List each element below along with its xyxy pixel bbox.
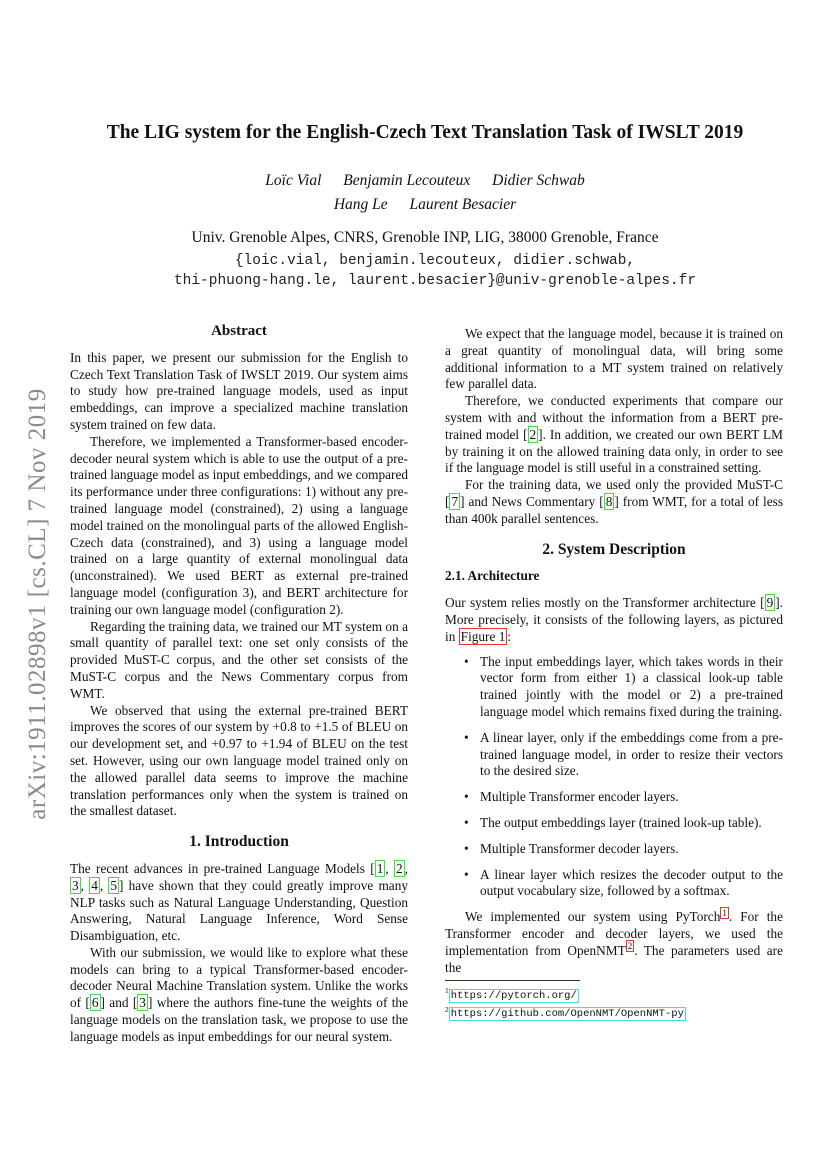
footnote-url-link[interactable]: https://github.com/OpenNMT/OpenNMT-py	[450, 1008, 684, 1021]
email-line-1: {loic.vial, benjamin.lecouteux, didier.schwab,	[234, 253, 636, 269]
list-item: • The input embeddings layer, which takes words in their vector form from either 1) a classical look-up table trained jointly with the model or 2) a pre-trained language model which remains fixed during the training.	[445, 654, 783, 721]
section-heading-introduction: 1. Introduction	[189, 833, 289, 851]
author-name: Hang Le	[333, 196, 388, 213]
list-item: • The output embeddings layer (trained look-up table).	[445, 815, 783, 832]
author-name: Benjamin Lecouteux	[343, 172, 471, 189]
abstract-paragraph: Regarding the training data, we trained our MT system on a small quantity of parallel text: one set only consists of the provided MuST-C corpus, and the other set consists of the MuST-C corpus and the News Commentary corpus from WMT.	[70, 618, 408, 701]
author-name: Laurent Besacier	[409, 196, 517, 213]
system-paragraph: Our system relies mostly on the Transformer architecture [ 9 ]. More precisely, it consists of the following layers, as pictured in Figure 1 :	[445, 595, 783, 644]
abstract-paragraph: We observed that using the external pre-trained BERT improves the scores of our system by +0.8 to +1.5 of BLEU on our development set, and +0.97 to +1.94 of BLEU on the test set. However, using our own language model trained only on the allowed parallel data seems to improve the machine translation performances only when the system is trained on the smallest dataset.	[70, 702, 408, 819]
left-column	[70, 323, 408, 1046]
citation-link[interactable]: 8	[605, 493, 613, 509]
paper-title: The LIG system for the English-Czech Text Translation Task of IWSLT 2019	[106, 122, 744, 143]
section-heading-system-description: 2. System Description	[542, 540, 686, 558]
citation-link[interactable]: 2	[396, 860, 403, 876]
subsection-heading-architecture: 2.1. Architecture	[445, 568, 540, 584]
list-item: • Multiple Transformer encoder layers.	[445, 789, 783, 806]
email-line-2: thi-phuong-hang.le, laurent.besacier}@univ-grenoble-alpes.fr	[173, 273, 697, 289]
figure-link[interactable]: Figure 1	[460, 628, 506, 644]
footnote-link[interactable]: 2	[627, 941, 633, 952]
system-paragraph: We implemented our system using PyTorch $^1$ . For the Transformer encoder and decoder layers, we used the implementation from OpenNMT $^2$ . The parameters used are the	[445, 907, 783, 975]
author-name: Loïc Vial	[265, 172, 322, 189]
list-item: • Multiple Transformer decoder layers.	[445, 841, 783, 858]
abstract-heading: Abstract	[211, 323, 267, 339]
intro-paragraph: We expect that the language model, because it is trained on a great quantity of monolingual data, will bring some additional information to a MT system trained on relatively few parallel data.	[445, 326, 783, 392]
footnote-url-link[interactable]: https://pytorch.org/	[450, 989, 577, 1002]
footnote: $^1$ https://pytorch.org/	[445, 986, 577, 1002]
abstract-paragraph: Therefore, we implemented a Transformer-based encoder-decoder neural system which is able to use the output of a pre-trained language model as input embeddings, and we compared its performance under three configurations: 1) without any pre-trained language model (constrained), 2) using a language model trained on the monolingual parts of the allowed English-Czech data (constrained), and 3) using a language model trained on a large quantity of external monolingual data (unconstrained). We used BERT as external pre-trained language model (configuration 3), and BERT architecture for training our own language model (configuration 2).	[70, 433, 408, 617]
citation-link[interactable]: 1	[376, 860, 384, 876]
footnote: $^2$ https://github.com/OpenNMT/OpenNMT-py	[445, 1004, 684, 1021]
citation-link[interactable]: 2	[529, 426, 537, 442]
intro-paragraph: The recent advances in pre-trained Language Models [ 1 , 2 , 3 , 4 , 5 ] have shown that they could greatly improve many NLP tasks such as Natural Language Understanding, Question Answering, Natural Language Inference, Word Sense Disambiguation, etc.	[70, 860, 408, 944]
citation-link[interactable]: 9	[766, 595, 774, 611]
author-name: Didier Schwab	[492, 172, 585, 189]
citation-link[interactable]: 7	[451, 493, 459, 509]
citation-link[interactable]: 3	[139, 995, 146, 1011]
citation-link[interactable]: 5	[110, 877, 118, 893]
author-line-2	[70, 196, 780, 214]
abstract-paragraph: In this paper, we present our submission for the English to Czech Text Translation Task of IWSLT 2019. Our system aims to study how pre-trained language models, used as input embeddings, can improve a specialized machine translation system trained on few data.	[70, 349, 408, 432]
footnote-link[interactable]: 1	[722, 907, 727, 918]
intro-paragraph: Therefore, we conducted experiments that compare our system with and without the information from a BERT pre-trained model [ 2 ]. In addition, we created our own BERT LM by training it on the allowed training data only, in order to see if the language model is still useful in a constrained setting.	[445, 393, 783, 476]
footnote-rule	[445, 980, 580, 981]
author-line-1	[70, 172, 780, 190]
affiliation: Univ. Grenoble Alpes, CNRS, Grenoble INP, LIG, 38000 Grenoble, France	[191, 229, 659, 246]
intro-paragraph: With our submission, we would like to explore what these models can bring to a typical Transformer-based encoder-decoder Neural Machine Translation system. Unlike the works of [ 6 ] and [ 3 ] where the authors fine-tune the weights of the language models on the translation task, we propose to use the language models as input embeddings for our neural system.	[70, 944, 408, 1044]
list-item: • A linear layer which resizes the decoder output to the output vocabulary size, followed by a softmax.	[445, 867, 783, 901]
list-item: • A linear layer, only if the embeddings come from a pre-trained language model, in order to resize their vectors to the desired size.	[445, 730, 783, 780]
arxiv-stamp-text: arXiv:1911.02898v1 [cs.CL] 7 Nov 2019	[24, 388, 51, 820]
citation-link[interactable]: 4	[91, 877, 98, 893]
right-column	[445, 326, 783, 1021]
citation-link[interactable]: 3	[72, 877, 79, 893]
intro-paragraph: For the training data, we used only the provided MuST-C [ 7 ] and News Commentary [ 8 ] from WMT, for a total of less than 400k parallel sentences.	[445, 477, 784, 526]
layer-list	[445, 654, 783, 901]
arxiv-stamp	[14, 364, 62, 844]
citation-link[interactable]: 6	[91, 995, 99, 1011]
